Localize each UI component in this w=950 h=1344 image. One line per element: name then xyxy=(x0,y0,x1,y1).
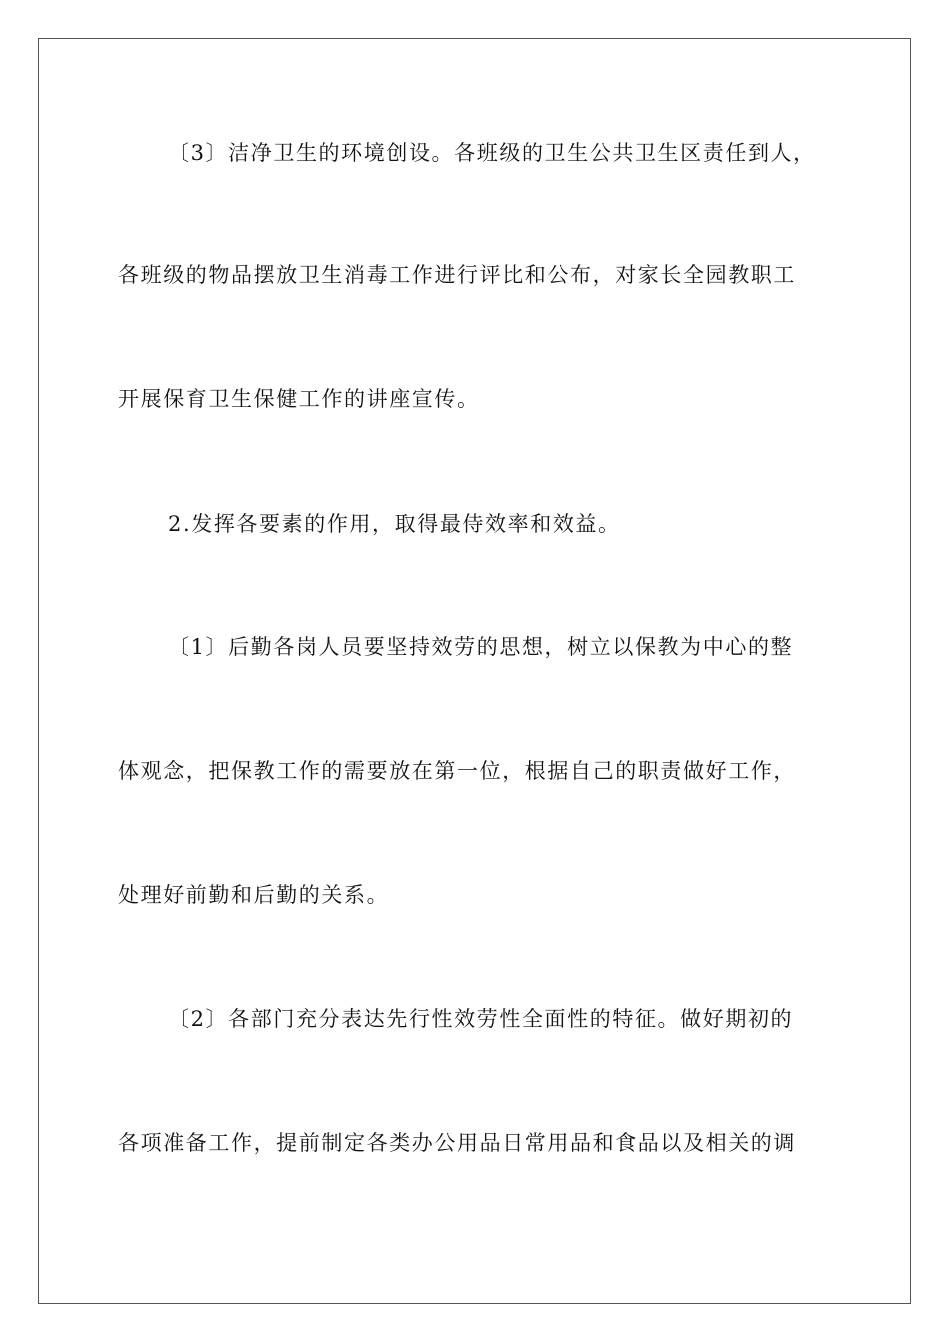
paragraph-line: 各项准备工作，提前制定各类办公用品日常用品和食品以及相关的调 xyxy=(118,1131,796,1155)
paragraph-line: 处理好前勤和后勤的关系。 xyxy=(118,883,390,907)
paragraph-line: 〔1〕后勤各岗人员要坚持效劳的思想，树立以保教为中心的整 xyxy=(168,635,794,659)
paragraph-line: 开展保育卫生保健工作的讲座宣传。 xyxy=(118,387,480,411)
paragraph-line: 2.发挥各要素的作用，取得最侍效率和效益。 xyxy=(168,512,621,536)
paragraph-line: 〔2〕各部门充分表达先行性效劳性全面性的特征。做好期初的 xyxy=(168,1007,794,1031)
page-border xyxy=(38,38,911,1304)
paragraph-line: 〔3〕洁净卫生的环境创设。各班级的卫生公共卫生区责任到人， xyxy=(168,141,816,165)
paragraph-line: 体观念，把保教工作的需要放在第一位，根据自己的职责做好工作， xyxy=(118,759,796,783)
paragraph-line: 各班级的物品摆放卫生消毒工作进行评比和公布，对家长全园教职工 xyxy=(118,263,796,287)
